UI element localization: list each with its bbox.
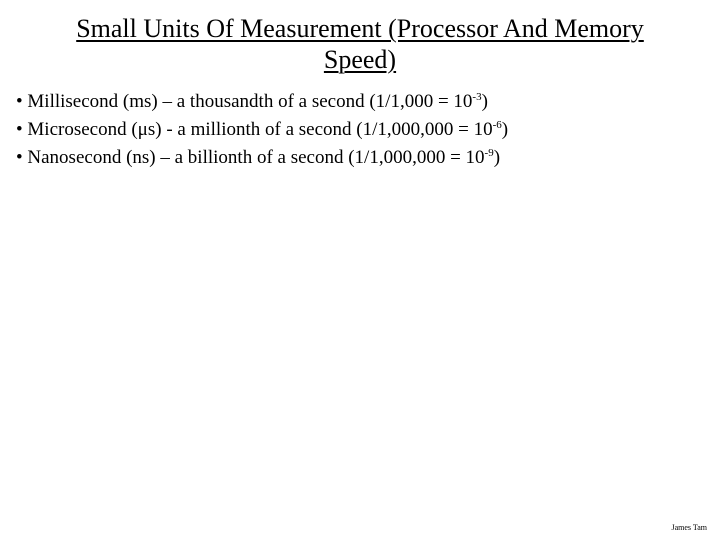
bullet-nanosecond <box>16 144 706 172</box>
slide-title: Small Units Of Measurement (Processor And Memory Speed) <box>76 14 644 74</box>
bullet-exponent: -9 <box>484 147 494 159</box>
bullet-marker: • <box>16 91 23 112</box>
bullet-marker: • <box>16 147 23 168</box>
bullet-exponent: -3 <box>472 91 482 103</box>
bullet-millisecond <box>16 88 706 116</box>
bullet-suffix: ) <box>481 91 488 112</box>
bullet-microsecond <box>16 116 706 144</box>
bullet-suffix: ) <box>501 119 509 140</box>
bullet-exponent: -6 <box>492 119 502 131</box>
bullet-marker: • <box>16 119 23 140</box>
bullet-list <box>16 88 706 172</box>
author-footer: James Tam <box>671 523 707 532</box>
bullet-text: Millisecond (ms) – a thousandth of a second (1/1,000 = 10 <box>27 91 473 112</box>
bullet-text: Microsecond (μs) - a millionth of a second (1/1,000,000 = 10 <box>27 119 493 140</box>
bullet-suffix: ) <box>493 147 501 168</box>
bullet-text: Nanosecond (ns) – a billionth of a second (1/1,000,000 = 10 <box>27 147 485 168</box>
